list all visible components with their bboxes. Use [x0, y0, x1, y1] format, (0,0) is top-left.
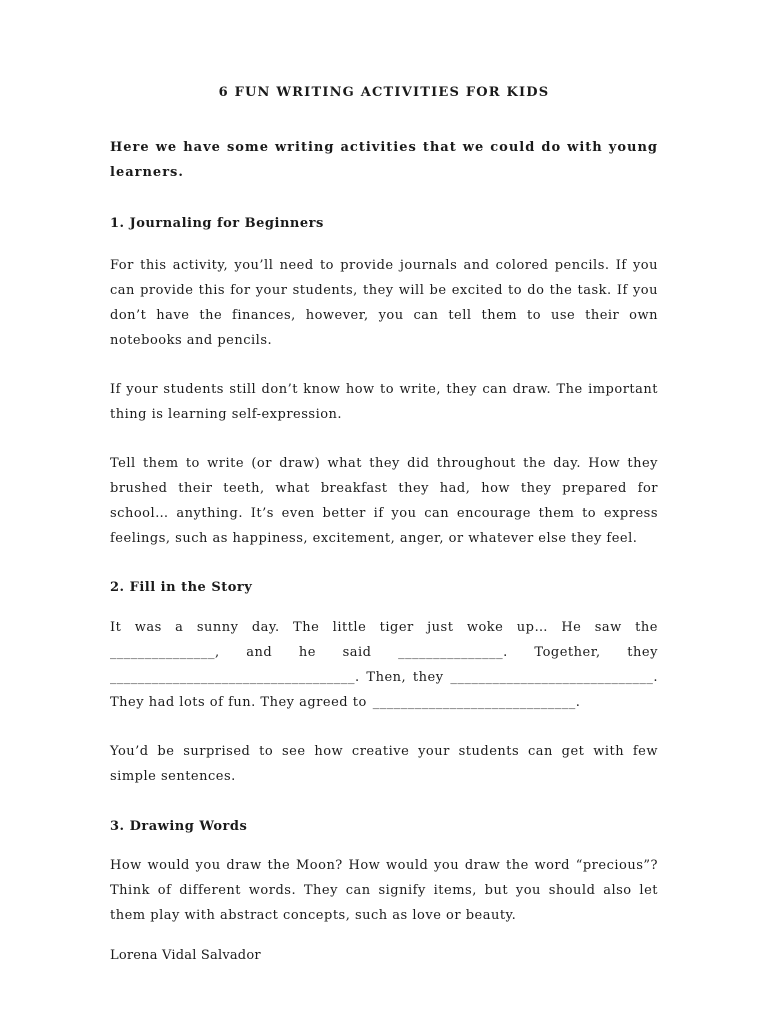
story-word: a [175, 620, 184, 635]
intro-paragraph: Here we have some writing activities that we could do with young learners. [110, 140, 658, 180]
story-word: up… [516, 620, 548, 635]
story-word: _______________. [398, 645, 508, 660]
story-word: he [298, 645, 316, 660]
section-2-heading: 2. Fill in the Story [110, 580, 253, 595]
story-word: _____________________________. [450, 670, 658, 685]
story-word: and [246, 645, 273, 660]
story-word: _______________, [110, 645, 220, 660]
story-line-1 [110, 615, 658, 640]
story-word: tiger [379, 620, 414, 635]
section-3-paragraph-1: How would you draw the Moon? How would you draw the word “precious”? Think of different words. They can signify items, but you should also let them play with abstract concepts, such as love or beauty. [110, 858, 658, 923]
story-word: saw [594, 620, 622, 635]
story-word: said [342, 645, 372, 660]
section-1-paragraph-1: For this activity, you’ll need to provide journals and colored pencils. If you can provide this for your students, they will be excited to do the task. If you don’t have the finances, however, you can tell them to use their own notebooks and pencils. [110, 258, 658, 348]
story-word: They had lots of fun. They agreed to [110, 695, 367, 710]
story-word: day. [251, 620, 280, 635]
story-word: It [110, 620, 122, 635]
section-1-paragraph-2: If your students still don’t know how to write, they can draw. The important thing is learning self-expression. [110, 382, 658, 422]
section-3-heading: 3. Drawing Words [110, 819, 248, 834]
story-word: little [332, 620, 367, 635]
story-word: Together, [534, 645, 601, 660]
story-word: He [561, 620, 582, 635]
section-1-heading: 1. Journaling for Beginners [110, 216, 324, 231]
story-line-2 [110, 640, 658, 665]
story-word: ___________________________________. [110, 670, 360, 685]
story-word: they [627, 645, 658, 660]
document-title: 6 FUN WRITING ACTIVITIES FOR KIDS [218, 85, 550, 100]
story-word: just [427, 620, 454, 635]
story-word: woke [466, 620, 504, 635]
story-word: Then, [366, 670, 407, 685]
section-2-paragraph-1: You’d be surprised to see how creative your students can get with few simple sentences. [110, 744, 658, 784]
story-line-4 [110, 690, 658, 715]
section-1-paragraph-3: Tell them to write (or draw) what they did throughout the day. How they brushed their teeth, what breakfast they had, how they prepared for school… anything. It’s even better if you can encourage them to express feelings, such as happiness, excitement, anger, or whatever else they feel. [110, 456, 658, 546]
story-word: they [412, 670, 444, 685]
story-line-3 [110, 665, 658, 690]
story-word: was [134, 620, 162, 635]
story-word: the [635, 620, 658, 635]
story-word: The [293, 620, 320, 635]
story-word: sunny [196, 620, 239, 635]
fill-in-story [110, 615, 658, 715]
footer-author: Lorena Vidal Salvador [110, 948, 261, 963]
story-word: _____________________________. [372, 695, 581, 710]
